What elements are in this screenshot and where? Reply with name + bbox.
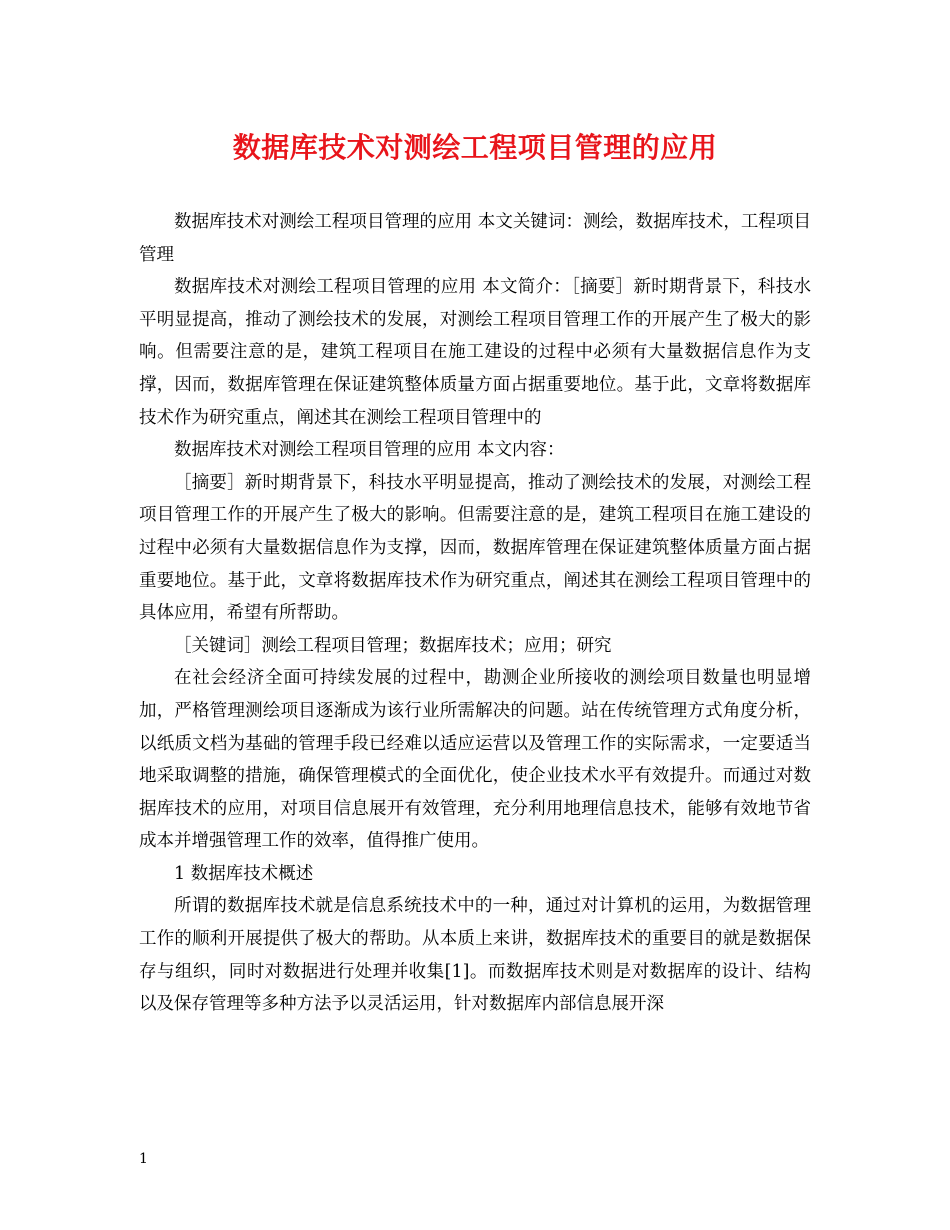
abstract-paragraph: ［摘要］新时期背景下，科技水平明显提高，推动了测绘技术的发展，对测绘工程项目管理工作的开展产生了极大的影响。但需要注意的是，建筑工程项目在施工建设的过程中必须有大量数据信息作为支撑，因而，数据库管理在保证建筑整体质量方面占据重要地位。基于此，文章将数据库技术作为研究重点，阐述其在测绘工程项目管理中的具体应用，希望有所帮助。: [139, 472, 811, 624]
section-body-paragraph: 所谓的数据库技术就是信息系统技术中的一种，通过对计算机的运用，为数据管理工作的顺利开展提供了极大的帮助。从本质上来讲，数据库技术的重要目的就是数据保存与组织，同时对数据进行处理并收集[1]。而数据库技术则是对数据库的设计、结构以及保存管理等多种方法予以灵活运用，针对数据库内部信息展开深: [139, 896, 811, 1015]
page-number: 1: [139, 1151, 148, 1167]
content-label-paragraph: 数据库技术对测绘工程项目管理的应用 本文内容：: [174, 440, 565, 461]
document-title: 数据库技术对测绘工程项目管理的应用: [232, 131, 718, 164]
keywords-list-paragraph: ［关键词］测绘工程项目管理；数据库技术；应用；研究: [174, 635, 612, 656]
introduction-paragraph: 在社会经济全面可持续发展的过程中，勘测企业所接收的测绘项目数量也明显增加，严格管理测绘项目逐渐成为该行业所需解决的问题。站在传统管理方式角度分析，以纸质文档为基础的管理手段已经难以适应运营以及管理工作的实际需求，一定要适当地采取调整的措施，确保管理模式的全面优化，使企业技术水平有效提升。而通过对数据库技术的应用，对项目信息展开有效管理，充分利用地理信息技术，能够有效地节省成本并增强管理工作的效率，值得推广使用。: [139, 668, 811, 852]
keywords-paragraph: 数据库技术对测绘工程项目管理的应用 本文关键词：测绘，数据库技术，工程项目管理: [139, 212, 811, 265]
document-body: [139, 206, 811, 1021]
section-heading: 1 数据库技术概述: [174, 863, 314, 884]
summary-paragraph: 数据库技术对测绘工程项目管理的应用 本文简介：［摘要］新时期背景下，科技水平明显提高，推动了测绘技术的发展，对测绘工程项目管理工作的开展产生了极大的影响。但需要注意的是，建筑工程项目在施工建设的过程中必须有大量数据信息作为支撑，因而，数据库管理在保证建筑整体质量方面占据重要地位。基于此，文章将数据库技术作为研究重点，阐述其在测绘工程项目管理中的: [139, 277, 811, 428]
